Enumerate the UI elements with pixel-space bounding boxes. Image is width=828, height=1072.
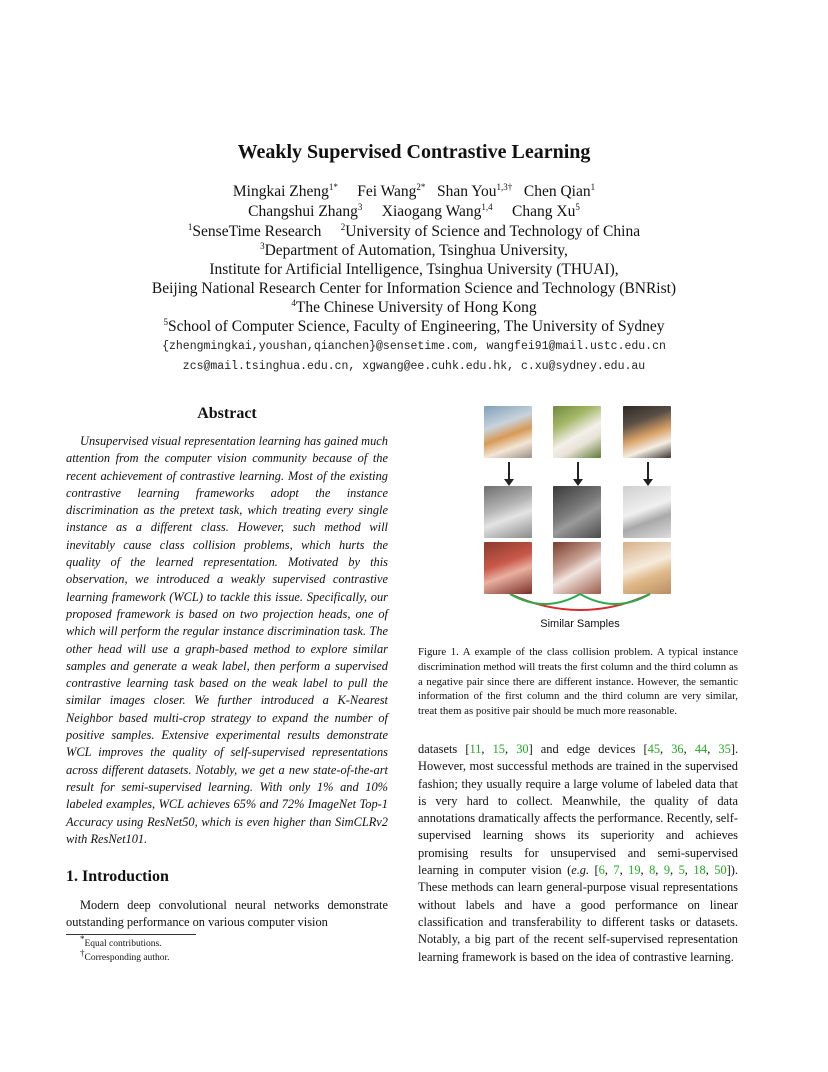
affiliation: The Chinese University of Hong Kong [295, 299, 537, 316]
footnote-2 [80, 948, 170, 964]
affiliation-line-4: Beijing National Research Center for Information Science and Technology (BNRist) [151, 280, 677, 297]
citation-link[interactable]: 36 [671, 742, 684, 756]
citation-link[interactable]: 11 [469, 742, 482, 756]
author-sup: 2* [416, 181, 426, 192]
corgi-photo-original [623, 406, 671, 458]
citation-link[interactable]: 44 [694, 742, 708, 756]
rabbit-photo-crop [553, 542, 601, 594]
rabbit-photo-original [553, 406, 601, 458]
author-sup: 5 [575, 201, 580, 212]
aff-sup: 2 [340, 221, 346, 232]
paper-title: Weakly Supervised Contrastive Learning [237, 141, 591, 163]
author-sup: 1,4 [481, 201, 493, 212]
author-sup: 1 [590, 181, 596, 192]
text-run: e.g. [571, 863, 590, 878]
author-name: Mingkai Zheng [232, 183, 329, 200]
corgi-photo-grayscale [623, 486, 671, 538]
text-run: datasets [ [418, 742, 470, 756]
abstract-heading: Abstract [197, 405, 257, 422]
author-name: Chen Qian [523, 183, 591, 200]
author-name: Chang Xu [512, 203, 576, 220]
footnote-rule [66, 934, 196, 935]
author-name: Xiaogang Wang [381, 203, 482, 220]
rabbit-photo-grayscale [553, 486, 601, 538]
email-line-1: {zhengmingkai,youshan,qianchen}@sensetime.com, wangfei91@mail.ustc.edu.cn [162, 340, 666, 353]
text-run: ] and edge devices [ [528, 742, 648, 756]
aff-sup: 4 [291, 297, 296, 308]
affiliation: Department of Automation, Tsinghua University, [264, 242, 568, 259]
citation-link[interactable]: 19 [628, 863, 641, 878]
affiliation-line-3: Institute for Artificial Intelligence, Tsinghua University (THUAI), [209, 261, 619, 278]
text-run: ]. However, most successful methods are trained in the supervised fashion; they usually require a large volume of labeled data that is very hard to collect. Meanwhile, the quality of data annotations dramatically affects the performance. Recently, self-supervised learning shows its superiority and achieves promising results for unsupervised and semi-supervised learning in computer vision ( [418, 742, 739, 878]
affiliation-line-2 [0, 242, 828, 260]
footnote-mark: † [80, 948, 85, 958]
author-sup: 1* [328, 181, 338, 192]
author-name: Fei Wang [357, 183, 417, 200]
section-heading-introduction: 1. Introduction [66, 868, 169, 885]
arrow-down-icon [508, 462, 510, 480]
affiliation-line-5 [0, 299, 828, 317]
affiliation-line-6 [0, 318, 828, 336]
author-sup: 3 [357, 201, 363, 212]
citation-link[interactable]: 15 [492, 742, 505, 756]
aff-sup: 3 [260, 240, 265, 251]
footnote-1 [80, 934, 162, 950]
affiliation: School of Computer Science, Faculty of Engineering, The University of Sydney [168, 318, 665, 335]
dog-photo-crop [484, 542, 532, 594]
author-name: Shan You [437, 183, 497, 200]
citation-link[interactable]: 7 [613, 863, 620, 878]
aff-sup: 1 [187, 221, 193, 232]
author-name: Changshui Zhang [248, 203, 358, 220]
citation-link[interactable]: 30 [516, 742, 529, 756]
arrow-down-icon [647, 462, 649, 480]
intro-text: Modern deep convolutional neural networks demonstrate outstanding performance on various computer vision [66, 898, 388, 930]
arrow-down-icon [577, 462, 579, 480]
authors-line-2 [0, 203, 828, 221]
green-arc-right [580, 594, 650, 604]
author-sup: 1,3† [496, 181, 513, 192]
citation-link[interactable]: 45 [647, 742, 661, 756]
right-column-body [418, 741, 738, 966]
email-line-2: zcs@mail.tsinghua.edu.cn, xgwang@ee.cuhk.edu.hk, c.xu@sydney.edu.au [182, 360, 646, 373]
authors-line-1 [0, 183, 828, 201]
figure-1 [480, 400, 680, 636]
affiliation: University of Science and Technology of China [345, 223, 641, 240]
citation-link[interactable]: 8 [649, 863, 656, 878]
abstract-text: Unsupervised visual representation learning has gained much attention from the computer vision community because of the recent achievement of contrastive learning. Most of the existing contrastive learning frameworks adopt the instance discrimination as the pretext task, which treating every single instance as a different class. However, such method will inevitably cause class collision problems, which hurts the quality of the learned representation. Motivated by this observation, we introduced a weakly supervised contrastive learning framework (WCL) to tackle this issue. Specifically, our proposed framework is based on two projection heads, one of which will perform the regular instance discrimination task. The other head will use a graph-based method to explore similar samples and generate a weak label, then perform a supervised contrastive learning task based on the weak label to pull the similar images closer. We further introduced a K-Nearest Neighbor based multi-crop strategy to expand the number of positive samples. Extensive experimental results demonstrate WCL improves the quality of self-supervised representations across different datasets. Notably, we get a new state-of-the-art result for semi-supervised learning. With only 1% and 10% labeled examples, WCL achieves 65% and 72% ImageNet Top-1 Accuracy using ResNet50, which is even higher than SimCLRv2 with ResNet101. [66, 434, 388, 846]
affiliation: SenseTime Research [192, 223, 322, 240]
dog-photo-original [484, 406, 532, 458]
corgi-photo-crop [623, 542, 671, 594]
aff-sup: 5 [163, 316, 168, 327]
intro-continuation: datasets [11, 15, 30] and edge devices [45, 36, 44, 35]. However, most successful methods are trained in the supervised fashion; they usually require a large volume of labeled data that is very hard to collect. Meanwhile, the quality of data annotations dramatically affects the performance. Recently, self-supervised learning shows its superiority and achieves promising results for unsupervised and semi-supervised learning in computer vision (e.g. [6, 7, 19, 8, 9, 5, 18, 50]). These methods can learn general-purpose visual representations without labels and have a good performance on linear classification and transferability to different tasks or datasets. Notably, a big part of the recent self-supervised representation learning framework is based on the idea of contrastive learning. [418, 742, 739, 964]
footnote-text: Equal contributions. [84, 939, 162, 950]
citation-link[interactable]: 50 [714, 863, 727, 878]
citation-link[interactable]: 9 [663, 863, 671, 878]
intro-body [66, 897, 388, 932]
text-run: ]). These methods can learn general-purpose visual representations without labels and have a good performance on linear classification and transferability to different tasks or datasets. Notably, a big part of the recent self-supervised representation learning framework is based on the idea of contrastive learning. [418, 863, 739, 964]
citation-link[interactable]: 18 [693, 863, 706, 878]
footnote-mark: * [80, 934, 85, 944]
text-run: [ [589, 863, 599, 878]
green-arc-left [510, 594, 580, 604]
dog-photo-grayscale [484, 486, 532, 538]
figure-caption: Figure 1. A example of the class collision problem. A typical instance discrimination method will treats the first column and the third column as a negative pair since there are different instance. However, the semantic information of the first column and the third column are very similar, treat them as positive pair should be much more reasonable. [418, 646, 738, 718]
abstract-body [66, 433, 388, 848]
affiliation-line-1 [0, 223, 828, 241]
citation-link[interactable]: 6 [598, 863, 605, 878]
citation-link[interactable]: 5 [678, 863, 685, 878]
citation-link[interactable]: 35 [718, 742, 731, 756]
footnote-text: Corresponding author. [84, 953, 170, 964]
similar-samples-label: Similar Samples [540, 618, 620, 630]
